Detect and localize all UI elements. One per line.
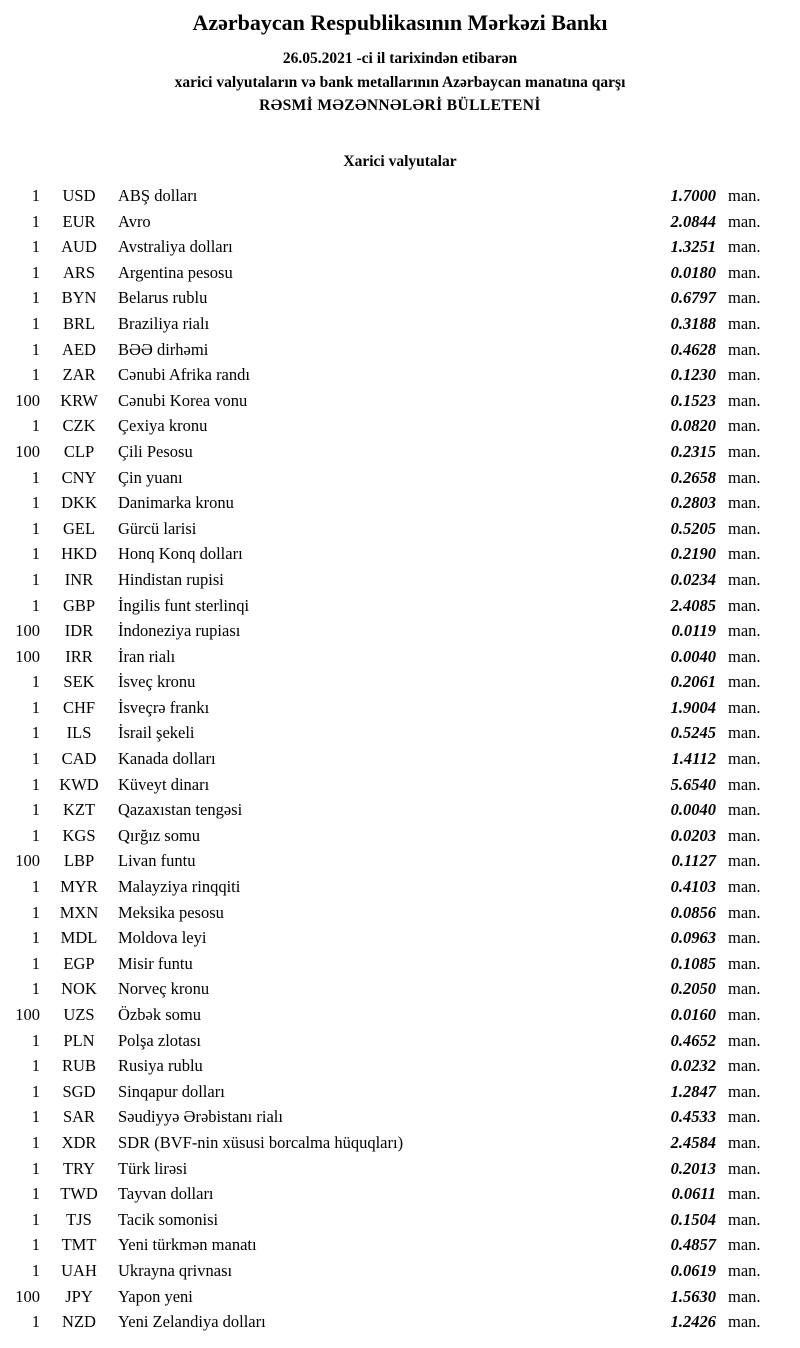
rate-value: 0.4628 [670,339,716,359]
currency-code: ILS [66,723,92,743]
currency-name: Çili Pesosu [118,441,193,461]
quantity: 100 [15,851,40,871]
rate-value: 2.4584 [670,1132,716,1152]
unit-label: man. [728,339,761,359]
currency-code: NOK [61,979,97,999]
unit-label: man. [728,1056,761,1076]
quantity: 1 [31,288,40,308]
rate-value: 1.5630 [670,1286,716,1306]
currency-code: CHF [62,697,96,717]
rate-value: 0.2050 [670,979,716,999]
currency-code: TWD [60,1184,98,1204]
rate-row [0,285,800,311]
rate-value: 1.2847 [670,1081,716,1101]
quantity: 1 [31,1107,40,1127]
currency-code: LBP [63,851,95,871]
quantity: 1 [31,774,40,794]
rate-value: 0.1085 [670,953,716,973]
quantity: 1 [31,953,40,973]
rate-row [0,772,800,798]
currency-code: SAR [62,1107,96,1127]
currency-code: DKK [61,493,97,513]
unit-label: man. [728,1005,761,1024]
rate-row [0,1284,800,1310]
unit-label: man. [728,1158,761,1178]
unit-label: man. [728,1209,761,1229]
rate-row [0,618,800,644]
currency-name: Sinqapur dolları [118,1081,225,1101]
rates-table [0,183,800,1335]
currency-name: Belarus rublu [118,288,208,308]
rate-value: 5.6540 [670,774,716,794]
rate-row [0,209,800,235]
currency-code: EGP [63,953,95,973]
currency-name: BƏƏ dirhəmi [118,339,209,359]
unit-label: man. [728,262,761,282]
quantity: 1 [31,749,40,769]
currency-code: HKD [61,544,97,564]
currency-name: Rusiya rublu [118,1056,203,1076]
rate-row [0,1258,800,1284]
quantity: 1 [31,365,40,385]
unit-label: man. [728,851,761,871]
rate-value: 0.0040 [670,646,716,666]
rate-value: 0.0119 [671,621,716,641]
unit-label: man. [728,313,761,333]
quantity: 100 [15,621,40,641]
currency-code: MYR [60,877,98,897]
rate-value: 1.7000 [670,186,716,205]
currency-code: ZAR [62,365,96,385]
quantity: 1 [31,211,40,231]
quantity: 1 [31,1158,40,1178]
page-title: Azərbaycan Respublikasının Mərkəzi Bankı [192,10,608,35]
unit-label: man. [728,723,761,743]
currency-name: Misir funtu [118,953,193,973]
currency-code: BYN [61,288,97,308]
rate-value: 0.5205 [670,518,716,538]
currency-name: Gürcü larisi [118,518,197,538]
rate-value: 0.0160 [670,1005,716,1024]
unit-label: man. [728,1312,761,1332]
rate-row [0,925,800,951]
currency-name: İran rialı [118,646,176,666]
currency-name: Norveç kronu [118,979,210,999]
rate-row [0,644,800,670]
currency-name: Tayvan dolları [118,1184,214,1204]
rate-row [0,516,800,542]
currency-code: JPY [65,1286,93,1306]
currency-code: MXN [59,902,99,922]
rate-row [0,1053,800,1079]
rate-value: 0.3188 [670,313,716,333]
rate-value: 0.1523 [670,390,716,410]
rate-value: 0.0619 [670,1260,716,1280]
unit-label: man. [728,672,761,692]
quantity: 1 [31,467,40,487]
quantity: 1 [31,825,40,845]
rate-value: 0.2190 [670,544,716,564]
currency-name: Səudiyyə Ərəbistanı rialı [118,1107,283,1127]
unit-label: man. [728,544,761,564]
quantity: 1 [31,416,40,436]
quantity: 1 [31,723,40,743]
rate-row [0,1181,800,1207]
currency-name: İngilis funt sterlinqi [118,595,250,615]
rate-row [0,439,800,465]
rate-value: 0.2803 [670,493,716,513]
unit-label: man. [728,621,761,641]
rate-value: 0.2061 [670,672,716,692]
rate-row [0,1207,800,1233]
rate-row [0,900,800,926]
unit-label: man. [728,1235,761,1255]
currency-code: TMT [61,1235,97,1255]
rate-row [0,797,800,823]
unit-label: man. [728,646,761,666]
currency-code: UZS [63,1005,95,1024]
unit-label: man. [728,211,761,231]
currency-name: Braziliya rialı [118,313,210,333]
currency-name: Qırğız somu [118,825,201,845]
quantity: 1 [31,237,40,257]
unit-label: man. [728,825,761,845]
quantity: 1 [31,1235,40,1255]
rate-value: 1.9004 [670,697,716,717]
unit-label: man. [728,953,761,973]
currency-name: Malayziya rinqqiti [118,877,241,897]
currency-name: Cənubi Afrika randı [118,365,250,385]
quantity: 1 [31,800,40,820]
quantity: 1 [31,1132,40,1152]
currency-name: Avstraliya dolları [118,237,233,257]
effective-date-line: 26.05.2021 -ci il tarixindən etibarən [282,50,518,67]
rate-row [0,1104,800,1130]
unit-label: man. [728,237,761,257]
rate-row [0,260,800,286]
currency-name: Danimarka kronu [118,493,234,513]
rate-row [0,1156,800,1182]
unit-label: man. [728,697,761,717]
rate-value: 0.2013 [670,1158,716,1178]
currency-name: Argentina pesosu [118,262,233,282]
rate-value: 0.5245 [670,723,716,743]
rate-row [0,337,800,363]
currency-name: Küveyt dinarı [118,774,210,794]
currency-code: TRY [62,1158,96,1178]
currency-code: SGD [62,1081,96,1101]
rate-value: 0.0963 [670,928,716,948]
quantity: 1 [31,672,40,692]
quantity: 1 [31,877,40,897]
rate-row [0,183,800,209]
currency-code: BRL [62,313,96,333]
rate-row [0,874,800,900]
unit-label: man. [728,390,761,410]
rate-row [0,1028,800,1054]
unit-label: man. [728,928,761,948]
currency-name: İndoneziya rupiası [118,621,241,641]
rate-row [0,823,800,849]
quantity: 100 [15,390,40,410]
rate-value: 0.2658 [670,467,716,487]
rate-row [0,541,800,567]
currency-code: MDL [60,928,98,948]
currency-name: Tacik somonisi [118,1209,219,1229]
quantity: 1 [31,1184,40,1204]
quantity: 1 [31,1312,40,1332]
rate-value: 1.2426 [670,1312,716,1332]
unit-label: man. [728,1132,761,1152]
rate-value: 0.4533 [670,1107,716,1127]
rate-value: 2.0844 [670,211,716,231]
unit-label: man. [728,365,761,385]
rate-value: 0.0203 [670,825,716,845]
rate-row [0,465,800,491]
unit-label: man. [728,800,761,820]
unit-label: man. [728,186,761,205]
rate-row [0,567,800,593]
currency-code: SEK [63,672,95,692]
quantity: 1 [31,1260,40,1280]
quantity: 1 [31,928,40,948]
currency-name: İsveçrə frankı [118,697,210,717]
currency-code: GBP [62,595,96,615]
currency-name: ABŞ dolları [118,186,198,205]
currency-code: RUB [62,1056,96,1076]
rate-value: 0.0856 [670,902,716,922]
rate-value: 0.0040 [670,800,716,820]
currency-name: Yeni türkmən manatı [118,1235,257,1255]
currency-code: NZD [62,1312,96,1332]
unit-label: man. [728,1286,761,1306]
rate-row [0,669,800,695]
currency-name: Qazaxıstan tengəsi [118,800,243,820]
rate-value: 0.0820 [670,416,716,436]
rate-row [0,1079,800,1105]
rate-row [0,388,800,414]
currency-code: IDR [64,621,94,641]
section-title: Xarici valyutalar [343,153,457,170]
currency-name: Yapon yeni [118,1286,193,1306]
quantity: 1 [31,902,40,922]
currency-name: İsrail şekeli [118,723,195,743]
quantity: 100 [15,441,40,461]
quantity: 100 [15,1005,40,1024]
unit-label: man. [728,902,761,922]
currency-code: KWD [59,774,99,794]
rate-value: 0.1230 [670,365,716,385]
currency-code: IRR [65,646,93,666]
currency-name: İsveç kronu [118,672,196,692]
rate-row [0,1130,800,1156]
rate-value: 0.0232 [670,1056,716,1076]
rate-value: 1.4112 [671,749,716,769]
unit-label: man. [728,1184,761,1204]
currency-name: Yeni Zelandiya dolları [118,1312,266,1332]
rate-row [0,362,800,388]
quantity: 1 [31,186,40,205]
rate-value: 0.0180 [670,262,716,282]
rate-value: 0.4103 [670,877,716,897]
subtitle-line: xarici valyutaların və bank metallarının Azərbaycan manatına qarşı [174,74,626,91]
quantity: 1 [31,518,40,538]
unit-label: man. [728,979,761,999]
currency-name: Livan funtu [118,851,196,871]
rate-value: 0.0611 [671,1184,716,1204]
currency-code: INR [64,569,94,589]
quantity: 1 [31,595,40,615]
unit-label: man. [728,1107,761,1127]
currency-name: Özbək somu [118,1005,201,1024]
rate-row [0,490,800,516]
currency-name: Avro [118,211,151,231]
unit-label: man. [728,288,761,308]
currency-name: Kanada dolları [118,749,216,769]
currency-code: GEL [62,518,96,538]
unit-label: man. [728,877,761,897]
rate-row [0,720,800,746]
quantity: 1 [31,262,40,282]
currency-name: Moldova leyi [118,928,207,948]
unit-label: man. [728,441,761,461]
currency-code: CNY [61,467,97,487]
rate-value: 0.1504 [670,1209,716,1229]
currency-code: KGS [62,825,96,845]
currency-code: EUR [62,211,96,231]
currency-name: Hindistan rupisi [118,569,224,589]
rate-value: 0.4652 [670,1030,716,1050]
currency-code: KZT [62,800,96,820]
currency-name: SDR (BVF-nin xüsusi borcalma hüquqları) [118,1132,404,1152]
unit-label: man. [728,1260,761,1280]
quantity: 1 [31,1030,40,1050]
unit-label: man. [728,493,761,513]
currency-code: UAH [61,1260,97,1280]
bulletin-title: RƏSMİ MƏZƏNNƏLƏRİ BÜLLETENİ [259,97,541,114]
unit-label: man. [728,749,761,769]
unit-label: man. [728,595,761,615]
currency-code: CZK [62,416,96,436]
currency-code: ARS [62,262,96,282]
quantity: 1 [31,979,40,999]
currency-code: AED [62,339,96,359]
currency-name: Türk lirəsi [118,1158,188,1178]
rate-value: 2.4085 [670,595,716,615]
currency-code: TJS [66,1209,92,1229]
unit-label: man. [728,518,761,538]
currency-code: PLN [63,1030,95,1050]
rate-value: 0.0234 [670,569,716,589]
rate-row [0,1232,800,1258]
unit-label: man. [728,467,761,487]
currency-name: Honq Konq dolları [118,544,243,564]
quantity: 100 [15,646,40,666]
quantity: 100 [15,1286,40,1306]
quantity: 1 [31,569,40,589]
currency-name: Cənubi Korea vonu [118,390,248,410]
rate-row [0,976,800,1002]
rate-row [0,593,800,619]
currency-code: KRW [60,390,98,410]
quantity: 1 [31,1209,40,1229]
currency-code: CAD [61,749,97,769]
unit-label: man. [728,416,761,436]
rate-row [0,746,800,772]
currency-code: CLP [63,441,95,461]
rate-value: 0.2315 [670,441,716,461]
quantity: 1 [31,544,40,564]
unit-label: man. [728,1030,761,1050]
quantity: 1 [31,313,40,333]
unit-label: man. [728,774,761,794]
rate-value: 0.4857 [670,1235,716,1255]
currency-name: Çexiya kronu [118,416,208,436]
rate-value: 0.1127 [671,851,716,871]
rate-row [0,848,800,874]
quantity: 1 [31,1081,40,1101]
currency-name: Çin yuanı [118,467,183,487]
quantity: 1 [31,339,40,359]
rate-value: 1.3251 [670,237,716,257]
quantity: 1 [31,493,40,513]
rate-row [0,1309,800,1335]
currency-name: Ukrayna qrivnası [118,1260,233,1280]
rate-row [0,413,800,439]
rate-row [0,234,800,260]
quantity: 1 [31,697,40,717]
rate-row [0,1002,800,1028]
quantity: 1 [31,1056,40,1076]
currency-name: Polşa zlotası [118,1030,201,1050]
currency-code: AUD [61,237,97,257]
rate-row [0,951,800,977]
rate-value: 0.6797 [670,288,716,308]
currency-code: XDR [61,1132,97,1152]
unit-label: man. [728,1081,761,1101]
rate-row [0,695,800,721]
currency-code: USD [62,186,96,205]
rate-row [0,311,800,337]
currency-name: Meksika pesosu [118,902,224,922]
unit-label: man. [728,569,761,589]
